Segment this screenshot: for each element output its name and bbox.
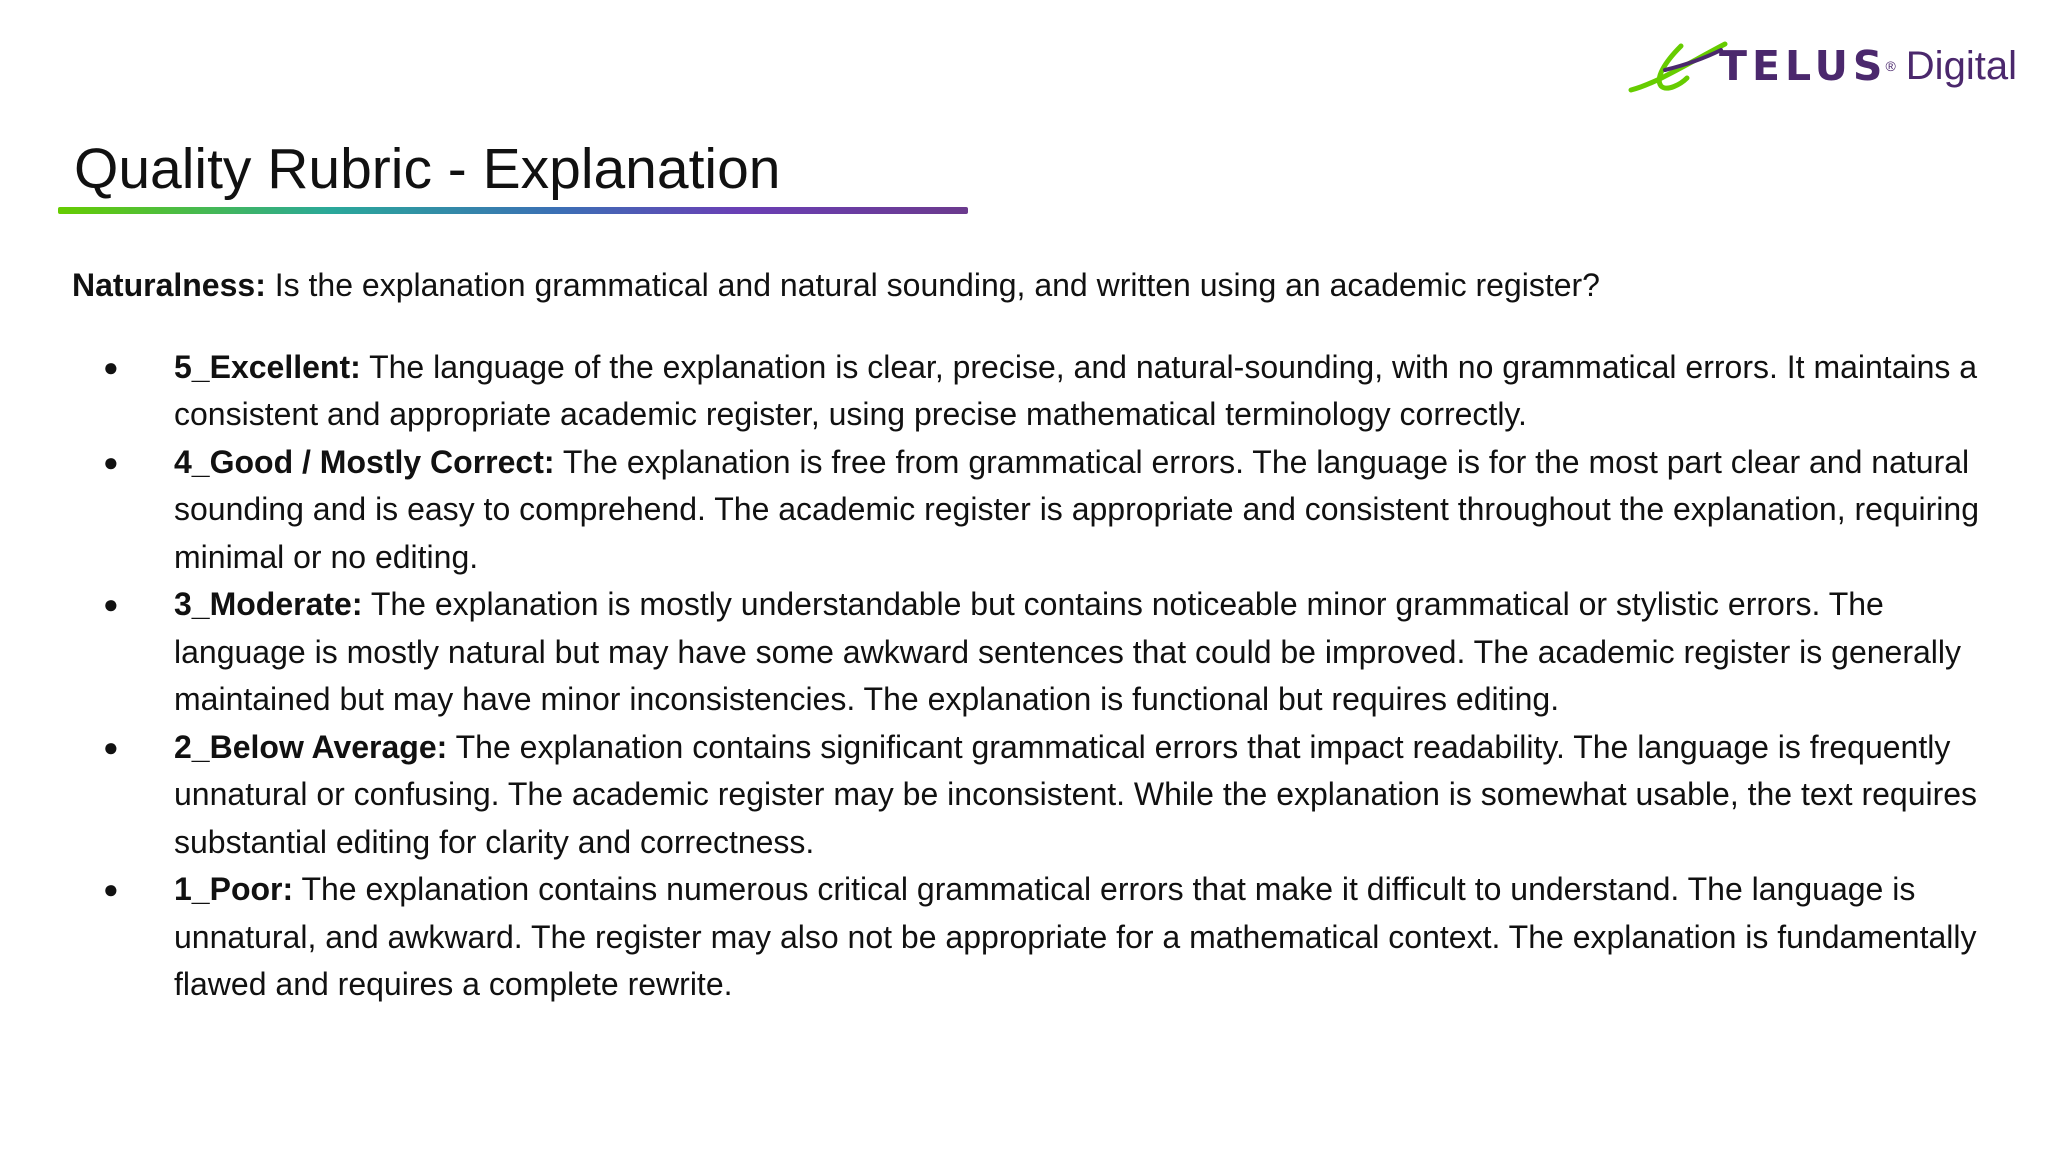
rubric-level-3	[72, 581, 2002, 724]
level-label: 2_Below Average:	[174, 728, 448, 765]
rubric-level-2	[72, 724, 2002, 867]
logo-brand-text: TELUS	[1719, 41, 1888, 90]
bullet-icon: ●	[103, 351, 119, 382]
level-label: 1_Poor:	[174, 871, 294, 907]
logo-registered-mark: ®	[1885, 58, 1896, 74]
level-label: 3_Moderate:	[174, 586, 363, 622]
page-title: Quality Rubric - Explanation	[74, 137, 781, 201]
level-description: The explanation is free from grammatical errors. The language is for the most part clear and natural sounding and is easy to comprehend. The academic register is appropriate and consistent throughout the explanation, requiring minimal or no editing.	[174, 443, 1979, 575]
bullet-icon: ●	[103, 874, 119, 904]
title-gradient-rule	[58, 207, 968, 214]
rubric-levels-list	[72, 344, 2002, 1009]
bullet-icon: ●	[103, 731, 119, 762]
bullet-icon: ●	[103, 446, 119, 477]
rubric-level-5	[72, 344, 2002, 439]
rubric-content	[72, 262, 2002, 1009]
level-description: The explanation contains numerous critical grammatical errors that make it difficult to understand. The language is unnatural, and awkward. The register may also not be appropriate for a mathematical context. The explanation is fundamentally flawed and requires a complete rewrite.	[174, 871, 1977, 1002]
rubric-level-4	[72, 439, 2002, 582]
bullet-icon: ●	[103, 589, 119, 619]
criterion-line	[72, 262, 2002, 310]
level-description: The language of the explanation is clear, precise, and natural-sounding, with no grammatical errors. It maintains a consistent and appropriate academic register, using precise mathematical terminology correctly.	[174, 348, 1978, 432]
level-description: The explanation contains significant grammatical errors that impact readability. The language is frequently unnatural or confusing. The academic register may be inconsistent. While the explanation is somewhat usable, the text requires substantial editing for clarity and correctness.	[174, 728, 1978, 860]
logo-suffix-text: Digital	[1905, 44, 2017, 88]
telus-digital-logo	[1625, 34, 2025, 98]
level-label: 4_Good / Mostly Correct:	[174, 443, 555, 480]
level-label: 5_Excellent:	[174, 348, 361, 385]
rubric-level-1	[72, 866, 2002, 1009]
criterion-label: Naturalness:	[72, 267, 266, 303]
criterion-question: Is the explanation grammatical and natural sounding, and written using an academic register?	[274, 267, 1600, 303]
level-description: The explanation is mostly understandable but contains noticeable minor grammatical or stylistic errors. The language is mostly natural but may have some awkward sentences that could be improved. The academic register is generally maintained but may have minor inconsistencies. The explanation is functional but requires editing.	[174, 586, 1961, 717]
